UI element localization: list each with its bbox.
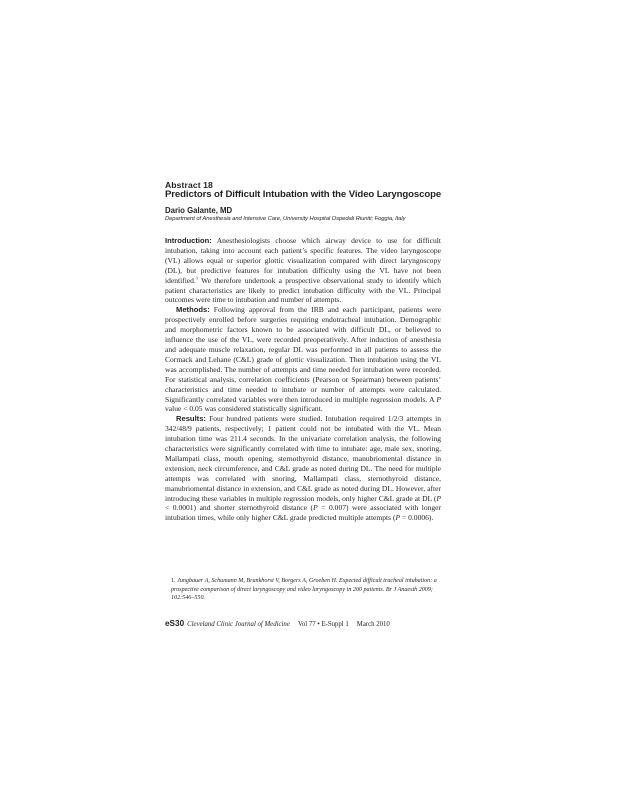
journal-name: Cleveland Clinic Journal of Medicine (187, 621, 290, 628)
author-name: Dario Galante, MD (165, 206, 233, 215)
methods-heading: Methods: (176, 305, 210, 315)
reference-marker: 1 (195, 275, 199, 281)
introduction-heading: Introduction: (165, 236, 212, 245)
results-text: Four hundred patients were studied. Intubation required 1/2/3 attempts in 342/48/9 patients, respectively; 1 patient could not be intubated with the VL. Mean intubation time was 211.4 seconds. In the univariate correlation analysis, the following characteristics were significantly correlated with time to intubate: age, male sex, snoring, Mallampati class, mouth opening, sternothyroid distance, manubriomental distance in extension, neck circumference, and C&L grade as noted during DL. The need for multiple attempts was correlated with snoring, Mallampati class, sternothyroid distance, manubriomental distance in extension, and C&L grade as noted during DL. However, after introducing these variables in multiple regression models, only higher C&L grade at DL ( (165, 414, 441, 503)
results-text-part-2: < 0.0001) and shorter sternothyroid distance ( (165, 503, 314, 513)
results-text-part-3: = 0.007) were associated with longer intubation times, while only higher C&L grade predicted multiple attempts ( (165, 503, 441, 523)
abstract-title: Predictors of Difficult Intubation with the Video Laryngoscope (165, 189, 442, 200)
page-number: eS30 (165, 619, 185, 628)
results-text-part-4: = 0.0006). (400, 513, 434, 523)
issue-date: March 2010 (356, 621, 390, 628)
introduction-text-continued: We therefore undertook a prospective observational study to identify which patient characteristics are likely to predict intubation difficulty with the VL. Principal outcomes were time to intubation and number of attempts. (165, 275, 441, 305)
p-value-symbol: P (313, 503, 318, 513)
volume-info: Vol 77 • E-Suppl 1 (297, 621, 349, 628)
introduction-text: Anesthesiologists choose which airway device to use for difficult intubation, taking into account each patient’s specific features. The video laryngoscope (VL) allows equal or superior glottic visualization compared with direct laryngoscopy (DL), but predictive features for intubation difficulty using the VL have not been identified. (165, 236, 441, 285)
methods-paragraph (165, 305, 441, 414)
page-footer (165, 619, 445, 628)
results-heading: Results: (176, 414, 206, 424)
reference-entry (171, 577, 439, 603)
abstract-label: Abstract 18 (165, 180, 213, 190)
reference-text: Jungbauer A, Schumann M, Brunkhorst V, Borgers A, Groeben H. Expected difficult tracheal intubation: a prospective comparison of direct laryngoscopy and video laryngoscopy in 200 patients. Br J Anaesth 2009; 102:546–550. (171, 578, 437, 602)
author-affiliation: Department of Anesthesia and Intensive Care, University Hospital Ospedali Riuniti; Foggia, Italy (165, 216, 406, 222)
p-value-symbol: P (395, 513, 401, 523)
results-paragraph (165, 414, 441, 523)
methods-text: Following approval from the IRB and each participant, patients were prospectively enrolled before surgeries requiring endotracheal intubation. Demographic and morphometric factors known to be associated with difficult DL, or believed to influence the use of the VL, were recorded preoperatively. After induction of anesthesia and adequate muscle relaxation, regular DL was performed in all patients to assess the Cormack and Lehane (C&L) grade of glottic visualization. Then intubation using the VL was accomplished. The number of attempts and time needed for intubation were recorded. For statistical analysis, correlation coefficients (Pearson or Spearman) between patients’ characteristics and time needed to intubate or number of attempts were calculated. Significantly correlated variables were then introduced in multiple regression models. A (165, 305, 442, 404)
introduction-paragraph (165, 236, 441, 305)
reference-number: 1. (171, 578, 176, 584)
abstract-body (165, 236, 441, 523)
p-value-symbol: P (436, 493, 441, 503)
p-value-symbol: P (436, 394, 441, 404)
methods-text-continued: value < 0.05 was considered statistically significant. (165, 404, 323, 414)
